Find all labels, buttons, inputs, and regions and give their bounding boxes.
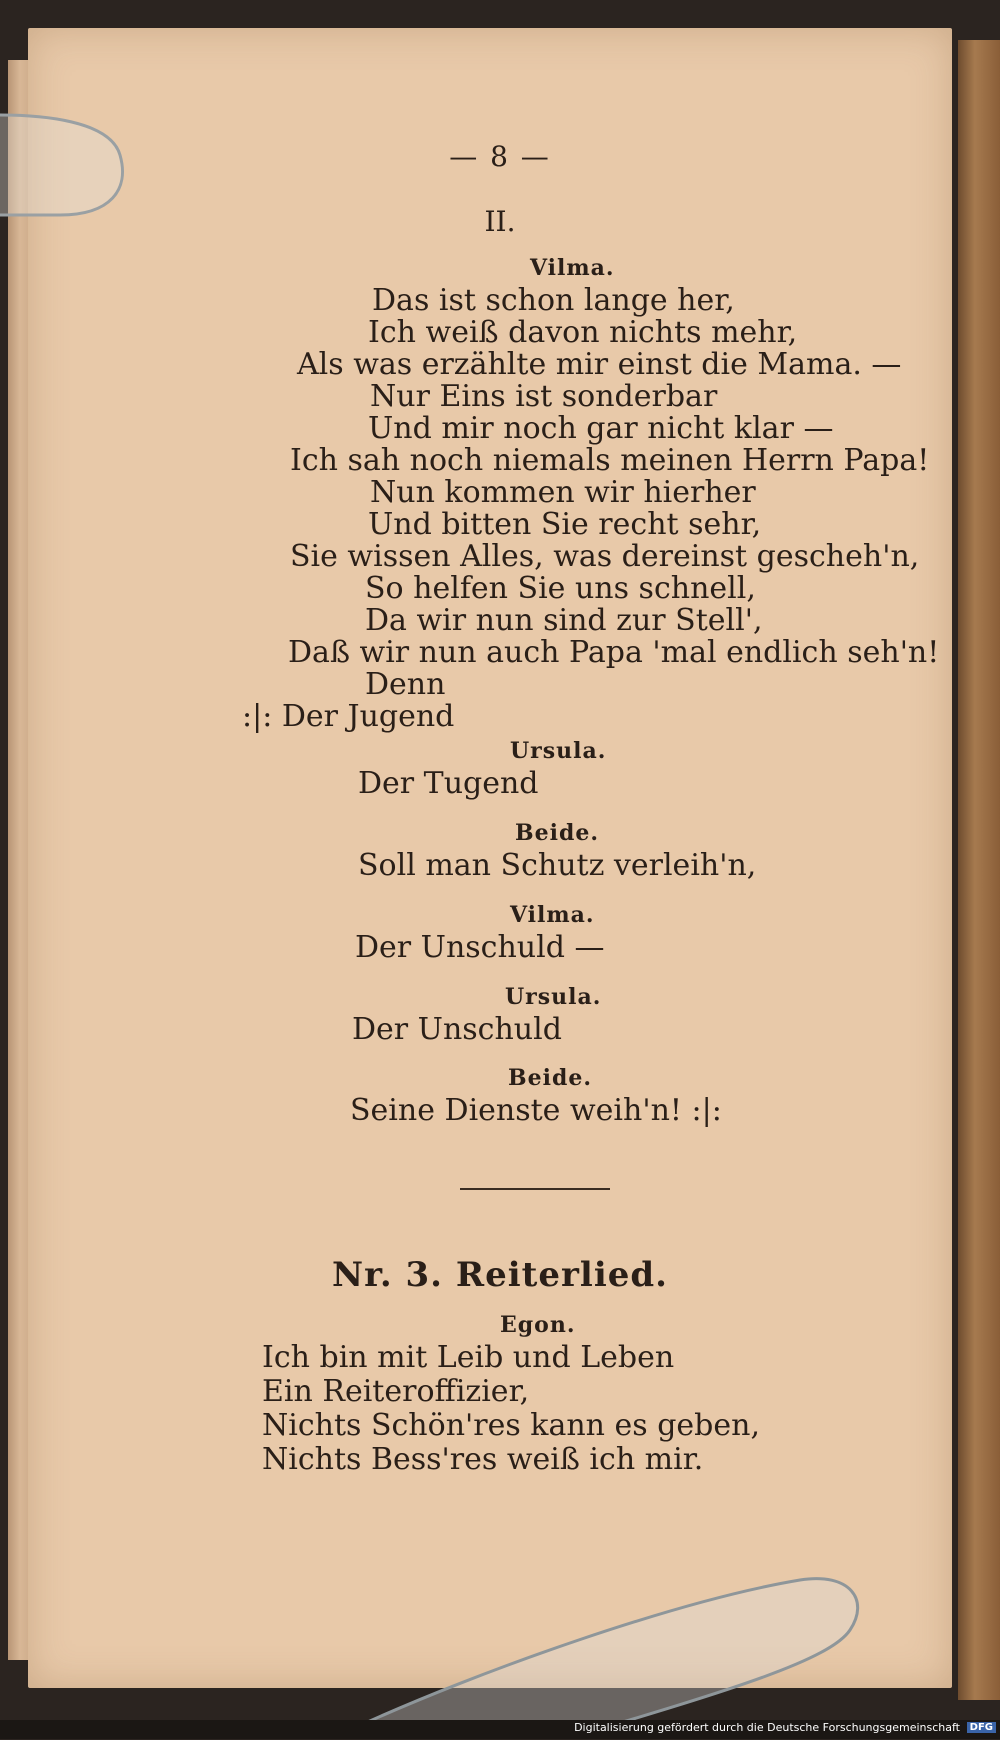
verse-line: Und bitten Sie recht sehr, [368,507,762,542]
book-cover-edge [958,40,1000,1700]
section-numeral: II. [484,205,516,238]
verse-line: Ein Reiteroffizier, [262,1374,530,1409]
verse-line: So helfen Sie uns schnell, [365,571,756,606]
verse-line: Ich bin mit Leib und Leben [262,1340,675,1375]
verse-line: Nichts Bess'res weiß ich mir. [262,1442,704,1477]
verse-line: Ich weiß davon nichts mehr, [368,315,798,350]
page-clip-bottom [330,1560,870,1740]
verse-line: Sie wissen Alles, was dereinst gescheh'n, [290,539,920,574]
verse-line: Soll man Schutz verleih'n, [358,848,757,883]
dfg-logo: DFG [967,1722,996,1733]
speaker-ursula: Ursula. [505,984,602,1010]
speaker-vilma: Vilma. [530,255,615,281]
verse-line: Nur Eins ist sonderbar [370,379,718,414]
song-title: Nr. 3. Reiterlied. [331,1255,668,1295]
verse-line: Daß wir nun auch Papa 'mal endlich seh'n! [288,635,940,670]
verse-line: Der Tugend [358,766,539,801]
verse-line: Nichts Schön'res kann es geben, [262,1408,760,1443]
verse-line: Seine Dienste weih'n! :|: [350,1093,722,1128]
verse-line: Als was erzählte mir einst die Mama. — [297,347,902,382]
speaker-beide: Beide. [508,1065,592,1091]
verse-line: Nun kommen wir hierher [370,475,756,510]
speaker-vilma: Vilma. [510,902,595,928]
verse-line: Der Unschuld [352,1012,562,1047]
page-number: — 8 — [449,140,551,173]
verse-line: Und mir noch gar nicht klar — [368,411,834,446]
speaker-beide: Beide. [515,820,599,846]
section-divider [460,1188,610,1190]
verse-line: Denn [365,667,446,702]
digitization-credit: Digitalisierung gefördert durch die Deutsche Forschungsgemeinschaft [574,1721,960,1734]
speaker-egon: Egon. [500,1312,576,1338]
verse-line: Das ist schon lange her, [372,283,735,318]
verse-line: :|: Der Jugend [242,699,455,734]
verse-line: Der Unschuld — [355,930,605,965]
verse-line: Ich sah noch niemals meinen Herrn Papa! [290,443,930,478]
verse-line: Da wir nun sind zur Stell', [365,603,763,638]
speaker-ursula: Ursula. [510,738,607,764]
